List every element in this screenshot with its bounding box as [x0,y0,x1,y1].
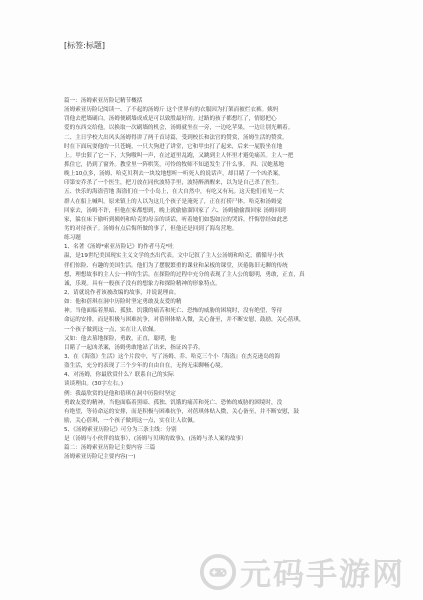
text-line: 二、主日学校大出风头汤姆得讲了两千首诗篇，受到校长和法官的赞赏，汤姆生活的赞赏。 [64,134,288,141]
text-line: 如：他和蓓琪在洞中历险时坚定勇敢及友爱的精 [64,299,182,306]
text-line: 一个孩子做到这一点，实在让人钦佩。 [64,326,160,333]
text-line: 回家去，汤姆不许，但他在家都想到，晚上就偷偷溜回家了 六、汤姆偷偷溜回家 汤姆回到 [64,207,286,214]
text-line: 目睹了一起凶杀案，汤姆勇敢地站了出来，指证凶手乔。 [64,344,204,351]
text-line: 群人在船上喊叫，原来镇上的人以为这几个孩子是淹死了，正在打捞尸体。哈克和汤姆觉 [64,198,283,205]
text-line: 5、《汤姆索亚历险记》可分为三条主线：分别 [64,427,177,434]
text-line: 想，理想故事的主人公一样的生活。在探险的过程中充分的表现了主人公的聪明，勇敢，正直，真 [64,271,305,278]
text-line: 神。当他面临着黑暗、孤独、饥饿的痛苦和死亡、恐怖的威胁的困境时，没有绝望，等待 [64,308,283,315]
text-line: 1、名著《汤姆*索亚历险记》的作者马克*吐 [64,244,174,251]
text-line: 汤姆索亚历险记阅读一、了不起的汤姆斤 这个世界有的衣服因为打架而被烂衣裤。姨妈 [64,107,279,114]
text-line: 谈谈理由。(30字左右。) [64,381,124,388]
text-line: 伴们惊险、有趣的美国生活。他们为了摆脱繁重的课业和呆板的课堂，厌倦陈旧无聊的传统 [64,262,288,269]
text-line: 篇二：汤姆索亚历险记主要内容 三篇 [64,445,156,452]
text-line: 练习题 [64,235,81,242]
text-line: 3、在《海盗》生活》这个片段中，写了汤姆、乔、哈克三个小『海盗』在杰克逊岛的海 [64,353,281,360]
text-line: 印第安乔杀了一个医生，把刀放在同伙波特手里，波特醉酒醒来，以为是自己杀了医生。 [64,180,283,187]
text-line: 4、对汤姆，你最欣赏什么？联系自己的实际 [64,372,174,379]
text-line: 晚上10点多，汤姆、哈克贝利去一块坟地想听一听死人的说话声，却目睹了一个凶杀案， [64,171,284,178]
text-line: 上。甲虫狠了它一下，大狗嗷叫一声，在过道里乱跑，又跳到主人怀里才避免痛苦。主人一把 [64,152,294,159]
text-line: 时在下面玩耍他的一只苍蝇，一只大狗进了讲堂，它和甲虫打了起来，后来一屁股坐在地 [64,143,283,150]
game-controller-logo-icon [199,553,237,591]
text-line: 温，是19世纪美国现实主义文学的杰出代表。文中记叙了主人公汤姆和哈克，循循导小伙 [64,253,284,260]
text-line: 诚，乐观。具有一般孩子没有的想象力和探险精神的形象特点。 [64,280,221,287]
text-line: 盗生活，充分的表现了三个少年的自由自在，无拘无束聊畅心境。 [64,363,227,370]
text-line: 五、快乐的海盗营地 海盗们在一个小岛上，在大自然中，有吃又有玩。这天他们看见一大 [64,189,284,196]
tag-title: [标签:标题] [64,41,105,50]
text-line: 爱的东西交给他，以换取一次刷墙的机会，汤姆就坐在一旁，一边吃苹果，一边让别光晒着。 [64,125,294,132]
watermark [199,549,405,594]
text-line: 励，关心蓓琪，一个孩子做到这一点，实在让人钦佩。 [64,417,199,424]
text-line: 勇敢友爱的精神，当他面临着黑暗、孤独、饥饿的痛苦和死亡、恐怖的威胁的困境时，没 [64,399,283,406]
text-line: 汤姆索亚历险记主要内容(一) [64,454,136,461]
text-line: 家，躲在床下偷听到姨妈和哈克的母亲的谈话，听着她们如怨如泣的哭诉，忏悔曾经如此恶 [64,216,288,223]
text-line: 2、请就说作者该被改编的故事，并说说理由。 [64,289,180,296]
document-body [64,97,372,463]
text-line: 命运的安排，而是积极与困难抗争，对蓓琪体贴入微，关心备至，并不断安慰，鼓励，关心蓓琪， [64,317,305,324]
watermark-text: 元码手游网 [240,557,405,593]
text-line: 例：我最欣赏的是他和蓓琪在洞中历险时坚定 [64,390,176,397]
text-line: 又如：他去墓地探险，勇敢，正直，聪明，他 [64,335,176,342]
text-line: 罚他去把墙刷白，汤姆便刷墙成成是可以致殷最好的。过路的孩子都想红了，情愿把心 [64,116,277,123]
text-line: 篇一：汤姆索亚历险记精节概括 [64,98,143,104]
text-line: 有绝望，等待命运的安排，而是积极与困难抗争，对蓓琪体贴入微，关心备至，并不断安慰，鼓 [64,408,299,415]
text-line: 劣的对待孩子。汤姆有点后悔所做的事了，但他还是回到了海岛营地。 [64,225,238,232]
text-line: 是（汤姆与小伙伴的故事），(汤姆与贝琪的故事)，(汤姆与杀人案的故事） [64,436,247,443]
text-line: 抓住它，扔到了窗外。教堂里一阵哄笑，可怜的牧师不知道发生了什么事。 四、汉她墓地 [64,161,284,168]
